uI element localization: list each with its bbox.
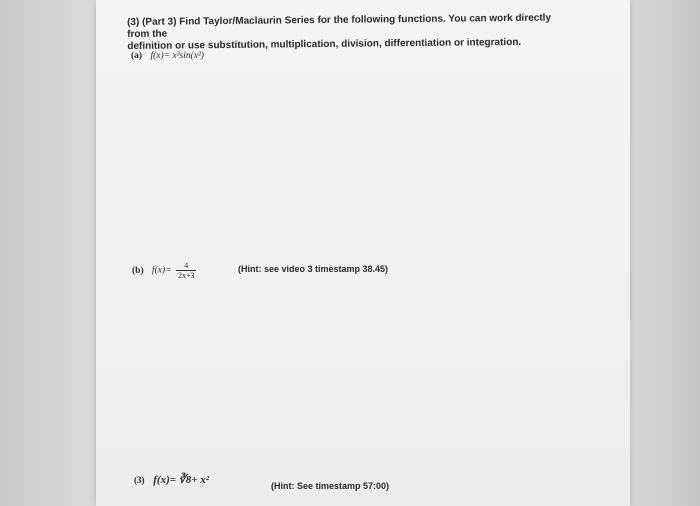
problem-b-denominator: 2x+3 [177,271,195,280]
problem-heading [127,12,567,53]
problem-b-lhs: f(x)= [152,265,172,276]
problem-b [132,261,196,280]
problem-c [134,473,209,486]
problem-a-label: (a) [131,51,143,61]
problem-a-expression: f(x)= x³sin(x²) [150,51,204,61]
heading-line-1: (3) (Part 3) Find Taylor/Maclaurin Series for the following functions. You can work directly from the [127,12,552,40]
worksheet-page [96,0,630,506]
problem-c-label: (3) [134,475,145,485]
heading-line-2: definition or use substitution, multiplication, division, differentiation or integration. [127,36,522,52]
problem-b-numerator: 4 [184,261,189,270]
problem-c-hint: (Hint: See timestamp 57:00) [271,481,390,491]
problem-c-expression: f(x)= ∛8+ x² [153,474,210,486]
problem-b-hint: (Hint: see video 3 timestamp 38.45) [238,264,389,274]
problem-b-fraction [176,261,197,280]
problem-b-label: (b) [132,265,144,276]
problem-a [131,51,204,61]
